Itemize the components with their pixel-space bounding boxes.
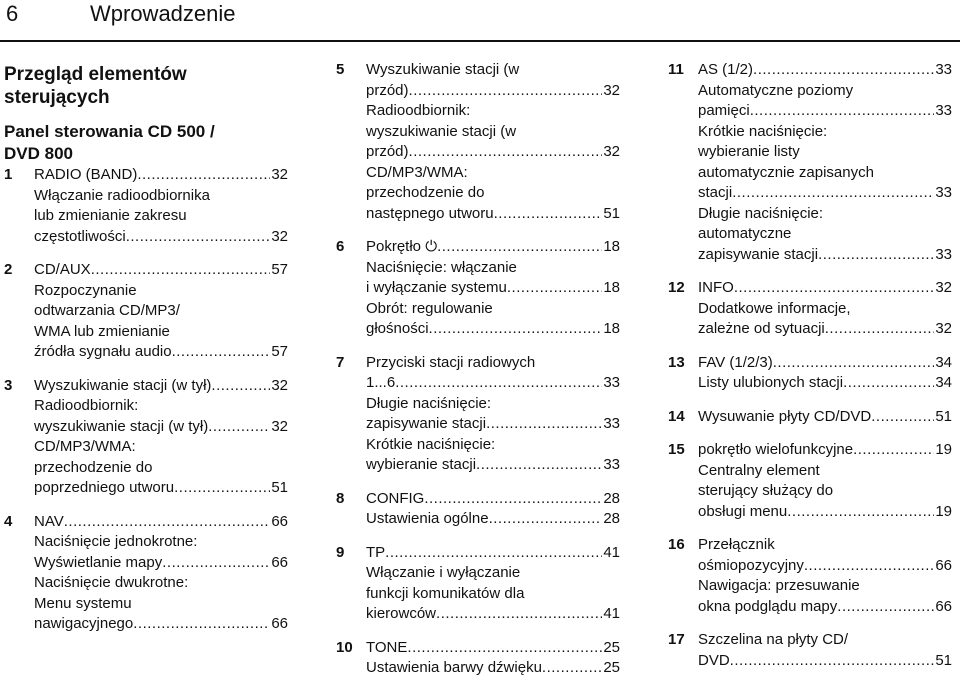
control-entry	[668, 353, 952, 394]
page-reference: 33	[935, 61, 952, 78]
control-entry	[336, 60, 620, 224]
dot-leader	[773, 353, 935, 374]
control-entry	[336, 353, 620, 476]
dot-leader	[476, 455, 602, 476]
entry-gap	[336, 530, 620, 543]
section-title-line: Przegląd elementów	[4, 64, 187, 85]
entry-number: 15	[668, 441, 685, 458]
page-reference: 51	[271, 479, 288, 496]
control-entry	[336, 489, 620, 530]
entry-text: Krótkie naciśnięcie:	[366, 435, 496, 453]
toc-line	[34, 512, 288, 533]
dot-leader	[385, 543, 602, 564]
control-entry	[336, 237, 620, 340]
toc-line	[698, 353, 952, 374]
dot-leader	[208, 417, 270, 438]
dot-leader	[730, 651, 935, 672]
entry-text: sterujący służący do	[698, 482, 834, 499]
entry-number: 4	[4, 512, 13, 530]
control-entry	[668, 440, 952, 522]
page-reference: 32	[935, 320, 952, 337]
entry-text: kierowców	[366, 605, 437, 622]
dot-leader	[750, 101, 935, 122]
page-reference: 18	[603, 279, 620, 296]
toc-line	[698, 278, 952, 299]
entry-text: automatyczne	[698, 225, 792, 242]
toc-line	[698, 245, 952, 266]
entry-text: Ustawienia ogólne	[366, 510, 489, 527]
entry-gap	[336, 625, 620, 638]
page-reference: 66	[935, 597, 952, 615]
entry-text: automatycznie zapisanych	[698, 163, 874, 181]
toc-line	[366, 319, 620, 340]
control-entry	[4, 376, 288, 499]
entry-gap	[668, 265, 952, 278]
page-reference: 32	[271, 166, 288, 183]
entry-text: Włączanie radioodbiornika	[34, 186, 210, 204]
page-reference: 51	[935, 651, 952, 669]
entry-text: Pokrętło ⏻	[366, 238, 438, 255]
toc-line	[698, 407, 952, 428]
page-reference: 66	[271, 553, 288, 571]
entry-text: wyszukiwanie stacji (w tył)	[34, 417, 209, 435]
entry-gap	[668, 340, 952, 353]
entry-text: Długie naciśnięcie:	[366, 394, 492, 412]
toc-line	[366, 142, 620, 163]
toc-line	[698, 183, 952, 204]
toc-line	[34, 165, 288, 186]
page-reference: 33	[935, 102, 952, 119]
dot-leader	[211, 376, 270, 397]
control-entry	[668, 535, 952, 617]
toc-line	[366, 543, 620, 564]
dot-leader	[437, 237, 602, 258]
page-reference: 51	[603, 204, 620, 222]
entry-number: 8	[336, 489, 345, 507]
page-reference: 66	[271, 615, 288, 632]
dot-leader	[126, 227, 271, 248]
entry-text: wybieranie listy	[698, 143, 800, 160]
page-reference: 57	[271, 261, 288, 278]
entry-text: WMA lub zmienianie	[34, 322, 170, 340]
toc-line	[366, 509, 620, 530]
entry-text: wybieranie stacji	[366, 456, 477, 473]
page-reference: 66	[271, 512, 288, 530]
toc-line	[34, 376, 288, 397]
entry-number: 14	[668, 407, 685, 425]
dot-leader	[753, 60, 934, 81]
section-title	[4, 63, 288, 109]
dot-leader	[172, 342, 271, 363]
dot-leader	[91, 260, 271, 281]
entry-text: Wyszukiwanie stacji (w	[366, 61, 520, 78]
entry-text: przód)	[366, 143, 409, 160]
column-2	[336, 60, 620, 679]
page-reference: 66	[935, 556, 952, 574]
entry-text: FAV (1/2/3)	[698, 353, 773, 371]
page-reference: 33	[935, 184, 952, 201]
entry-gap	[668, 617, 952, 630]
control-entry	[668, 630, 952, 671]
entry-text: przód)	[366, 81, 409, 99]
entry-text: wyszukiwanie stacji (w	[366, 122, 517, 140]
page-reference: 57	[271, 343, 288, 360]
control-entry	[668, 60, 952, 265]
dot-leader	[137, 165, 270, 186]
page-header	[0, 0, 960, 42]
entry-number: 11	[668, 61, 684, 78]
page-number: 6	[6, 1, 19, 26]
entry-text: Wyszukiwanie stacji (w tył)	[34, 376, 212, 394]
entry-text: okna podglądu mapy	[698, 597, 838, 615]
page-reference: 28	[603, 510, 620, 527]
entry-text: następnego utworu	[366, 204, 494, 222]
entry-text: Przyciski stacji radiowych	[366, 353, 536, 371]
control-entry	[668, 278, 952, 340]
entry-text: obsługi menu	[698, 502, 788, 520]
page-reference: 18	[603, 238, 620, 255]
page-reference: 32	[271, 376, 288, 394]
entry-gap	[4, 499, 288, 512]
page-reference: 19	[935, 502, 952, 520]
entry-text: Dodatkowe informacje,	[698, 299, 851, 317]
dot-leader	[818, 245, 934, 266]
entry-number: 16	[668, 536, 685, 553]
toc-line	[698, 60, 952, 81]
page-reference: 34	[935, 374, 952, 391]
entry-text: CONFIG	[366, 489, 425, 507]
entry-text: Nawigacja: przesuwanie	[698, 577, 860, 594]
entry-text: TP	[366, 543, 386, 561]
entry-number: 1	[4, 166, 13, 183]
page-reference: 33	[603, 456, 620, 473]
entry-text: częstotliwości	[34, 227, 126, 245]
dot-leader	[489, 509, 603, 530]
entry-number: 5	[336, 61, 345, 78]
entry-text: Naciśnięcie dwukrotne:	[34, 574, 189, 591]
entry-gap	[336, 224, 620, 237]
toc-line	[34, 260, 288, 281]
entry-text: Radioodbiornik:	[366, 102, 471, 119]
dot-leader	[409, 142, 603, 163]
entry-text: przechodzenie do	[366, 184, 485, 201]
entry-text: głośności	[366, 320, 429, 337]
entry-text: Centralny element	[698, 461, 820, 479]
toc-line	[366, 455, 620, 476]
entry-number: 2	[4, 261, 13, 278]
toc-line	[366, 373, 620, 394]
entry-text: TONE	[366, 638, 408, 656]
dot-leader	[174, 478, 270, 499]
entry-number: 7	[336, 353, 345, 371]
column-1	[4, 63, 288, 635]
entry-text: Naciśnięcie: włączanie	[366, 258, 517, 276]
dot-leader	[162, 553, 270, 574]
page-reference: 34	[935, 353, 952, 371]
entry-text: ośmiopozycyjny	[698, 556, 804, 574]
entry-gap	[668, 522, 952, 535]
entry-text: zapisywanie stacji	[366, 415, 487, 432]
entry-gap	[4, 247, 288, 260]
entry-text: Krótkie naciśnięcie:	[698, 122, 828, 140]
toc-line	[698, 319, 952, 340]
entry-text: zależne od sytuacji	[698, 320, 825, 337]
toc-line	[698, 502, 952, 523]
page-reference: 51	[935, 407, 952, 425]
entry-text: Obrót: regulowanie	[366, 299, 493, 317]
entry-text: RADIO (BAND)	[34, 166, 138, 183]
entry-number: 9	[336, 543, 345, 561]
entry-number: 12	[668, 279, 685, 296]
entry-gap	[668, 394, 952, 407]
page-reference: 33	[603, 374, 620, 391]
dot-leader	[486, 414, 602, 435]
entry-gap	[668, 427, 952, 440]
page-reference: 28	[603, 489, 620, 507]
toc-line	[366, 278, 620, 299]
dot-leader	[395, 373, 602, 394]
page-reference: 32	[271, 417, 288, 435]
toc-line	[34, 342, 288, 363]
toc-line	[34, 417, 288, 438]
control-entry	[4, 512, 288, 635]
entry-text: Wysuwanie płyty CD/DVD	[698, 407, 872, 425]
entry-text: przechodzenie do	[34, 458, 153, 476]
toc-line	[366, 658, 620, 679]
dot-leader	[507, 278, 602, 299]
entry-text: Włączanie i wyłączanie	[366, 564, 521, 581]
entry-text: pamięci	[698, 102, 750, 119]
page-reference: 41	[603, 543, 620, 561]
entry-text: Przełącznik	[698, 536, 775, 553]
page-reference: 18	[603, 320, 620, 337]
entry-text: CD/MP3/WMA:	[34, 438, 136, 455]
entry-number: 13	[668, 353, 685, 371]
entry-text: INFO	[698, 279, 734, 296]
entry-text: NAV	[34, 512, 64, 530]
page-reference: 25	[603, 638, 620, 656]
toc-line	[34, 553, 288, 574]
panel-title	[4, 121, 288, 165]
dot-leader	[787, 502, 934, 523]
control-list-col1	[4, 165, 288, 635]
entry-text: zapisywanie stacji	[698, 245, 819, 263]
entry-text: Rozpoczynanie	[34, 281, 137, 299]
toc-line	[366, 414, 620, 435]
page-reference: 32	[603, 143, 620, 160]
entry-text: Wyświetlanie mapy	[34, 553, 163, 571]
toc-line	[366, 237, 620, 258]
dot-leader	[871, 407, 934, 428]
entry-text: i wyłączanie systemu	[366, 279, 507, 296]
toc-line	[698, 597, 952, 618]
dot-leader	[837, 597, 934, 618]
entry-text: CD/AUX	[34, 261, 91, 278]
page-reference: 32	[271, 227, 288, 245]
entry-text: funkcji komunikatów dla	[366, 584, 525, 602]
control-entry	[4, 260, 288, 363]
control-list-col2	[336, 60, 620, 679]
entry-number: 10	[336, 638, 353, 656]
dot-leader	[429, 319, 603, 340]
entry-text: AS (1/2)	[698, 61, 754, 78]
chapter-title: Wprowadzenie	[90, 1, 236, 26]
toc-line	[366, 81, 620, 102]
toc-line	[366, 604, 620, 625]
entry-text: 1...6	[366, 374, 396, 391]
entry-text: CD/MP3/WMA:	[366, 163, 468, 181]
toc-line	[34, 478, 288, 499]
toc-line	[698, 373, 952, 394]
page-reference: 19	[935, 441, 952, 458]
control-entry	[336, 543, 620, 625]
control-entry	[668, 407, 952, 428]
toc-line	[34, 227, 288, 248]
page-reference: 32	[935, 279, 952, 296]
toc-line	[698, 556, 952, 577]
entry-text: Menu systemu	[34, 594, 132, 612]
column-3	[668, 60, 952, 671]
toc-line	[34, 614, 288, 635]
dot-leader	[732, 183, 934, 204]
entry-text: Listy ulubionych stacji	[698, 374, 844, 391]
page-reference: 33	[603, 415, 620, 432]
dot-leader	[494, 204, 603, 225]
dot-leader	[853, 440, 934, 461]
entry-gap	[336, 340, 620, 353]
control-list-col3	[668, 60, 952, 671]
panel-title-line: DVD 800	[4, 144, 73, 163]
page-reference: 25	[603, 659, 620, 676]
toc-line	[366, 489, 620, 510]
entry-text: Naciśnięcie jednokrotne:	[34, 533, 198, 550]
entry-number: 6	[336, 238, 345, 255]
page-reference: 33	[935, 245, 952, 263]
toc-line	[698, 101, 952, 122]
page-reference: 32	[603, 81, 620, 99]
dot-leader	[409, 81, 603, 102]
dot-leader	[64, 512, 271, 533]
entry-gap	[336, 476, 620, 489]
entry-number: 17	[668, 631, 685, 648]
dot-leader	[436, 604, 602, 625]
entry-text: Ustawienia barwy dźwięku	[366, 659, 542, 676]
entry-gap	[4, 363, 288, 376]
entry-text: odtwarzania CD/MP3/	[34, 302, 180, 319]
entry-text: Długie naciśnięcie:	[698, 204, 824, 222]
control-entry	[336, 638, 620, 679]
toc-line	[366, 204, 620, 225]
dot-leader	[734, 278, 934, 299]
entry-text: Radioodbiornik:	[34, 397, 139, 414]
entry-text: Szczelina na płyty CD/	[698, 631, 849, 648]
dot-leader	[133, 614, 270, 635]
entry-number: 3	[4, 376, 13, 394]
panel-title-line: Panel sterowania CD 500 /	[4, 122, 215, 141]
control-entry	[4, 165, 288, 247]
toc-line	[698, 440, 952, 461]
dot-leader	[825, 319, 935, 340]
dot-leader	[843, 373, 934, 394]
entry-text: nawigacyjnego	[34, 615, 134, 632]
toc-line	[698, 651, 952, 672]
section-title-line: sterujących	[4, 87, 110, 108]
entry-text: źródła sygnału audio	[34, 343, 172, 360]
entry-text: DVD	[698, 651, 730, 669]
entry-text: pokrętło wielofunkcyjne	[698, 441, 854, 458]
dot-leader	[542, 658, 602, 679]
page-reference: 41	[603, 605, 620, 622]
dot-leader	[424, 489, 602, 510]
entry-text: stacji	[698, 184, 733, 201]
entry-text: Automatyczne poziomy	[698, 81, 854, 99]
entry-text: lub zmienianie zakresu	[34, 207, 187, 224]
dot-leader	[804, 556, 934, 577]
entry-text: poprzedniego utworu	[34, 479, 175, 496]
